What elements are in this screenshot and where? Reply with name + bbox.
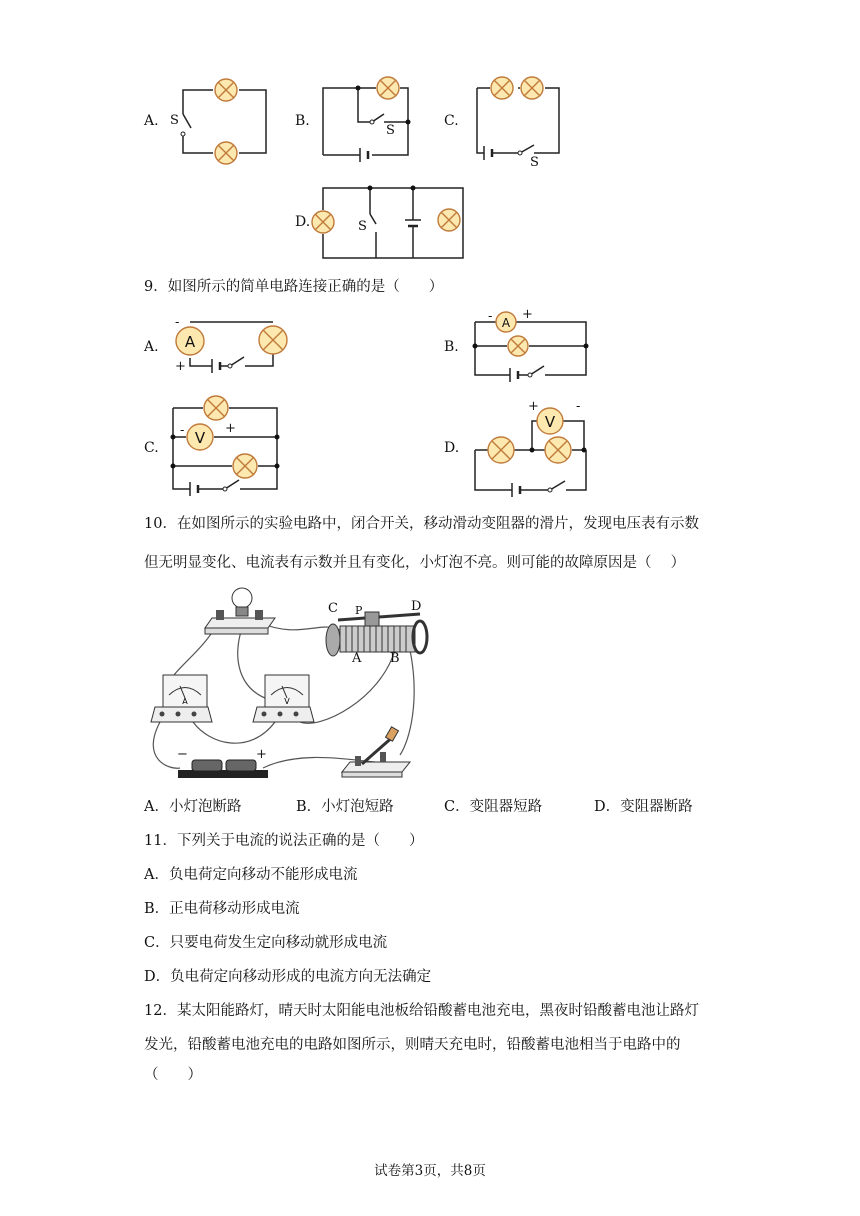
svg-text:-: -	[180, 423, 185, 438]
q11-stem: 11．下列关于电流的说法正确的是（ ）	[144, 833, 424, 849]
q8-option-b-label: B.	[295, 113, 310, 129]
svg-text:-: -	[576, 399, 581, 414]
q10-terminal-a: A	[352, 651, 362, 666]
q10-battery-minus: −	[177, 747, 188, 762]
svg-text:+: +	[175, 359, 186, 374]
q8-option-c-label: C.	[444, 113, 459, 129]
q9-option-b-label: B.	[444, 339, 459, 355]
svg-text:+: +	[225, 421, 236, 436]
q10-rheostat	[326, 612, 427, 656]
svg-text:-: -	[488, 309, 493, 324]
q10-terminal-c: C	[328, 601, 338, 616]
q10-slider-p: P	[355, 604, 363, 617]
q10-stem-line1: 10．在如图所示的实验电路中，闭合开关，移动滑动变阻器的滑片，发现电压表有示数	[144, 516, 699, 532]
q9-option-c-label: C.	[144, 440, 159, 456]
svg-text:A: A	[501, 316, 511, 330]
q10-battery	[178, 760, 268, 778]
q10-battery-plus: +	[256, 747, 267, 762]
svg-text:+: +	[528, 399, 539, 414]
q12-stem-line1: 12．某太阳能路灯，晴天时太阳能电池板给铅酸蓄电池充电，黑夜时铅酸蓄电池让路灯	[144, 1003, 699, 1019]
q12-stem-line2: 发光，铅酸蓄电池充电的电路如图所示，则晴天充电时，铅酸蓄电池相当于电路中的	[144, 1037, 681, 1053]
q11-option-a: A．负电荷定向移动不能形成电流	[144, 867, 358, 883]
svg-text:A: A	[182, 697, 188, 706]
q10-answer-a: A．小灯泡断路	[144, 799, 242, 815]
q10-answer-c: C．变阻器短路	[444, 799, 543, 815]
q9-option-a-label: A.	[144, 339, 159, 355]
q10-answer-b: B．小灯泡短路	[296, 799, 394, 815]
q9-stem-text: 如图所示的简单电路连接正确的是（ ）	[167, 279, 444, 295]
q9-option-d-label: D.	[444, 440, 460, 456]
q10-terminal-d: D	[411, 599, 422, 614]
q11-option-b: B．正电荷移动形成电流	[144, 901, 300, 917]
q11-option-c: C．只要电荷发生定向移动就形成电流	[144, 935, 388, 951]
q8-option-d-label: D.	[295, 214, 311, 230]
q8c-switch-label: S	[530, 155, 539, 170]
q10-terminal-b: B	[390, 651, 400, 666]
page-footer: 试卷第3页，共8页	[374, 1163, 486, 1179]
q8a-switch-label: S	[170, 113, 179, 128]
q10-stem-line2: 但无明显变化、电流表有示数并且有变化，小灯泡不亮。则可能的故障原因是（ ）	[144, 555, 686, 571]
svg-text:V: V	[284, 697, 290, 706]
q10-lamp-board	[205, 588, 275, 634]
q8b-switch-label: S	[386, 123, 395, 138]
q10-voltmeter	[253, 675, 314, 722]
q12-stem-line3: （ ）	[144, 1067, 202, 1083]
q9-number: 9．	[144, 279, 168, 295]
q10-switch	[342, 727, 410, 777]
q8d-switch-label: S	[358, 219, 367, 234]
q8-option-a-label: A.	[144, 113, 159, 129]
q10-ammeter	[151, 675, 212, 722]
svg-text:-: -	[175, 315, 180, 330]
q11-option-d: D．负电荷定向移动形成的电流方向无法确定	[144, 969, 432, 985]
svg-text:V: V	[194, 429, 206, 447]
svg-text:+: +	[522, 307, 533, 322]
svg-text:A: A	[184, 333, 196, 351]
svg-text:V: V	[544, 413, 556, 431]
q10-answer-d: D．变阻器断路	[594, 799, 693, 815]
